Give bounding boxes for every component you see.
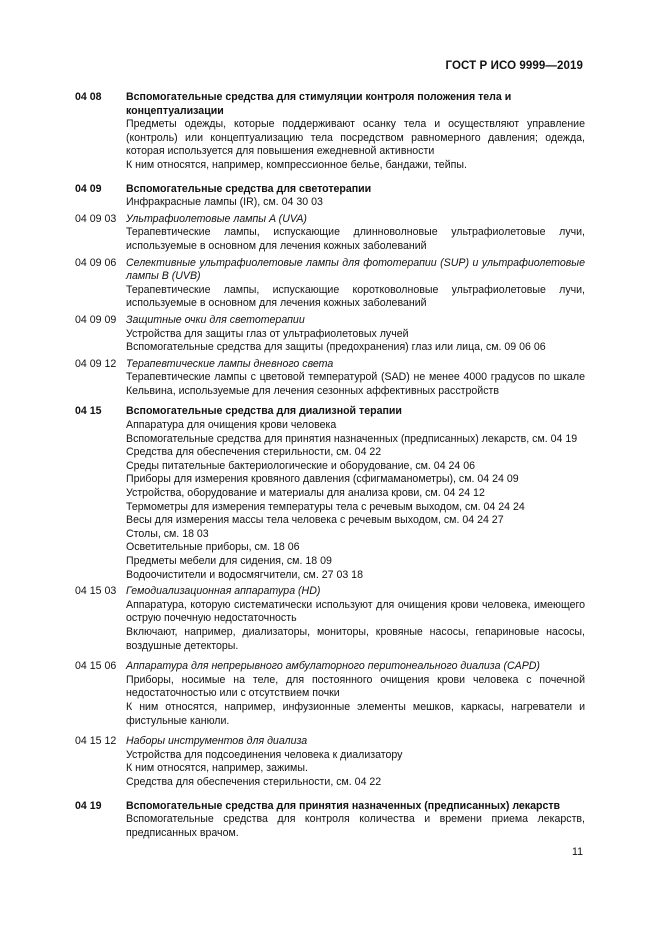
entry-text: Аппаратура для очищения крови человека [126,419,337,432]
entry-title: Вспомогательные средства для диализной терапии [126,405,402,418]
entry-text: К ним относятся, например, инфузионные элементы мешков, каркасы, нагреватели и фистульные канюли. [126,700,585,727]
entry-title: Гемодиализационная аппаратура (HD) [126,585,321,598]
entry-text: Устройства для защиты глаз от ультрафиолетовых лучей [126,327,409,340]
entry-text: Устройства, оборудование и материалы для анализа крови, см. 04 24 12 [126,487,485,500]
entry-title: Терапевтические лампы дневного света [126,357,334,370]
entry-text: Среды питательные бактериологические и оборудование, см. 04 24 06 [126,459,476,472]
entry-text: Вспомогательные средства для принятия назначенных (предписанных) лекарств, см. 04 19 [126,432,578,445]
entry-text: Термометры для измерения температуры тела с речевым выходом, см. 04 24 24 [126,500,525,513]
entry-title: Вспомогательные средства для принятия назначенных (предписанных) лекарств [126,799,561,812]
entry-04-15 [75,405,585,582]
entry-code: 04 19 [75,799,102,812]
entry-04-09-09 [75,314,585,355]
entry-text: Инфракрасные лампы (IR), см. 04 30 03 [126,196,323,209]
entry-text: К ним относятся, например, зажимы. [126,762,308,775]
entry-text: Весы для измерения массы тела человека с речевым выходом, см. 04 24 27 [126,514,504,527]
entry-text: Терапевтические лампы, испускающие длинноволновые ультрафиолетовые лучи, используемые в основном для лечения кожных заболеваний [126,226,585,252]
entry-04-09 [75,183,585,210]
entry-text: Средства для обеспечения стерильности, см. 04 22 [126,775,382,788]
entry-text: Столы, см. 18 03 [126,527,209,540]
entry-text: Вспомогательные средства для контроля количества и времени приема лекарств, предписанных врачом. [126,813,585,839]
page-number: 11 [572,846,583,858]
entry-code: 04 08 [75,91,102,103]
entry-text: Приборы для измерения кровяного давления (сфигмаманометры), см. 04 24 09 [126,473,519,486]
entry-code: 04 09 09 [75,313,117,326]
entry-04-19 [75,800,585,841]
entry-text: Включают, например, диализаторы, мониторы, кровяные насосы, гепариновые насосы, воздушные детекторы. [126,625,585,652]
entry-text: Предметы мебели для сидения, см. 18 09 [126,555,332,567]
entry-text: Вспомогательные средства для защиты (предохранения) глаз или лица, см. 09 06 06 [126,341,546,354]
entry-code: 04 09 03 [75,212,117,225]
entry-code: 04 09 12 [75,357,117,370]
entry-text: Приборы, носимые на теле, для постоянного очищения крови человека с почечной недостаточностью или с отсутствием почки [126,673,585,700]
entry-04-08 [75,91,585,173]
entry-title: Ультрафиолетовые лампы A (UVA) [126,212,307,225]
entry-04-15-12 [75,735,585,789]
entry-04-09-06 [75,257,585,311]
entry-title: Вспомогательные средства для светотерапии [126,182,372,195]
entry-code: 04 09 06 [75,256,117,269]
document-body [75,91,585,840]
entry-04-15-03 [75,585,585,653]
entry-code: 04 15 12 [75,735,117,748]
document-header: ГОСТ Р ИСО 9999—2019 [445,60,583,72]
entry-title: Вспомогательные средства для стимуляции контроля положения тела и концептуализации [126,91,512,117]
entry-text: Устройства для подсоединения человека к диализатору [126,748,403,761]
entry-title: Аппаратура для непрерывного амбулаторного перитонеального диализа (CAPD) [126,660,540,673]
entry-text: Аппаратура, которую систематически используют для очищения крови человека, имеющего острую почечную недостаточность [126,598,585,625]
entry-code: 04 09 [75,182,102,195]
entry-text: К ним относятся, например, компрессионное белье, бандажи, тейпы. [126,158,467,171]
entry-text: Осветительные приборы, см. 18 06 [126,541,300,554]
entry-04-15-06 [75,660,585,728]
entry-title: Наборы инструментов для диализа [126,735,308,748]
entry-text: Водоочистители и водосмягчители, см. 27 03 18 [126,568,363,581]
entry-04-09-03 [75,213,585,254]
entry-text: Средства для обеспечения стерильности, см. 04 22 [126,446,382,459]
entry-title: Защитные очки для светотерапии [126,313,305,326]
entry-text: Терапевтические лампы с цветовой температурой (SAD) не менее 4000 градусов по шкале Кельвина, используемые для лечения сезонных аффективных расстройств [126,371,585,397]
entry-04-09-12 [75,358,585,399]
entry-code: 04 15 [75,405,102,418]
entry-text: Предметы одежды, которые поддерживают осанку тела и осуществляют управление (контроль) или концептуализацию тела посредством равномерного давления; одежда, которая используется для повышения ежедневной активности [126,118,585,158]
entry-code: 04 15 03 [75,585,117,598]
entry-text: Терапевтические лампы, испускающие коротковолновые ультрафиолетовые лучи, используемые в основном для лечения кожных заболеваний [126,283,585,310]
entry-code: 04 15 06 [75,660,117,673]
entry-title: Селективные ультрафиолетовые лампы для фототерапии (SUP) и ультрафиолетовые лампы B (UVB) [126,256,585,283]
